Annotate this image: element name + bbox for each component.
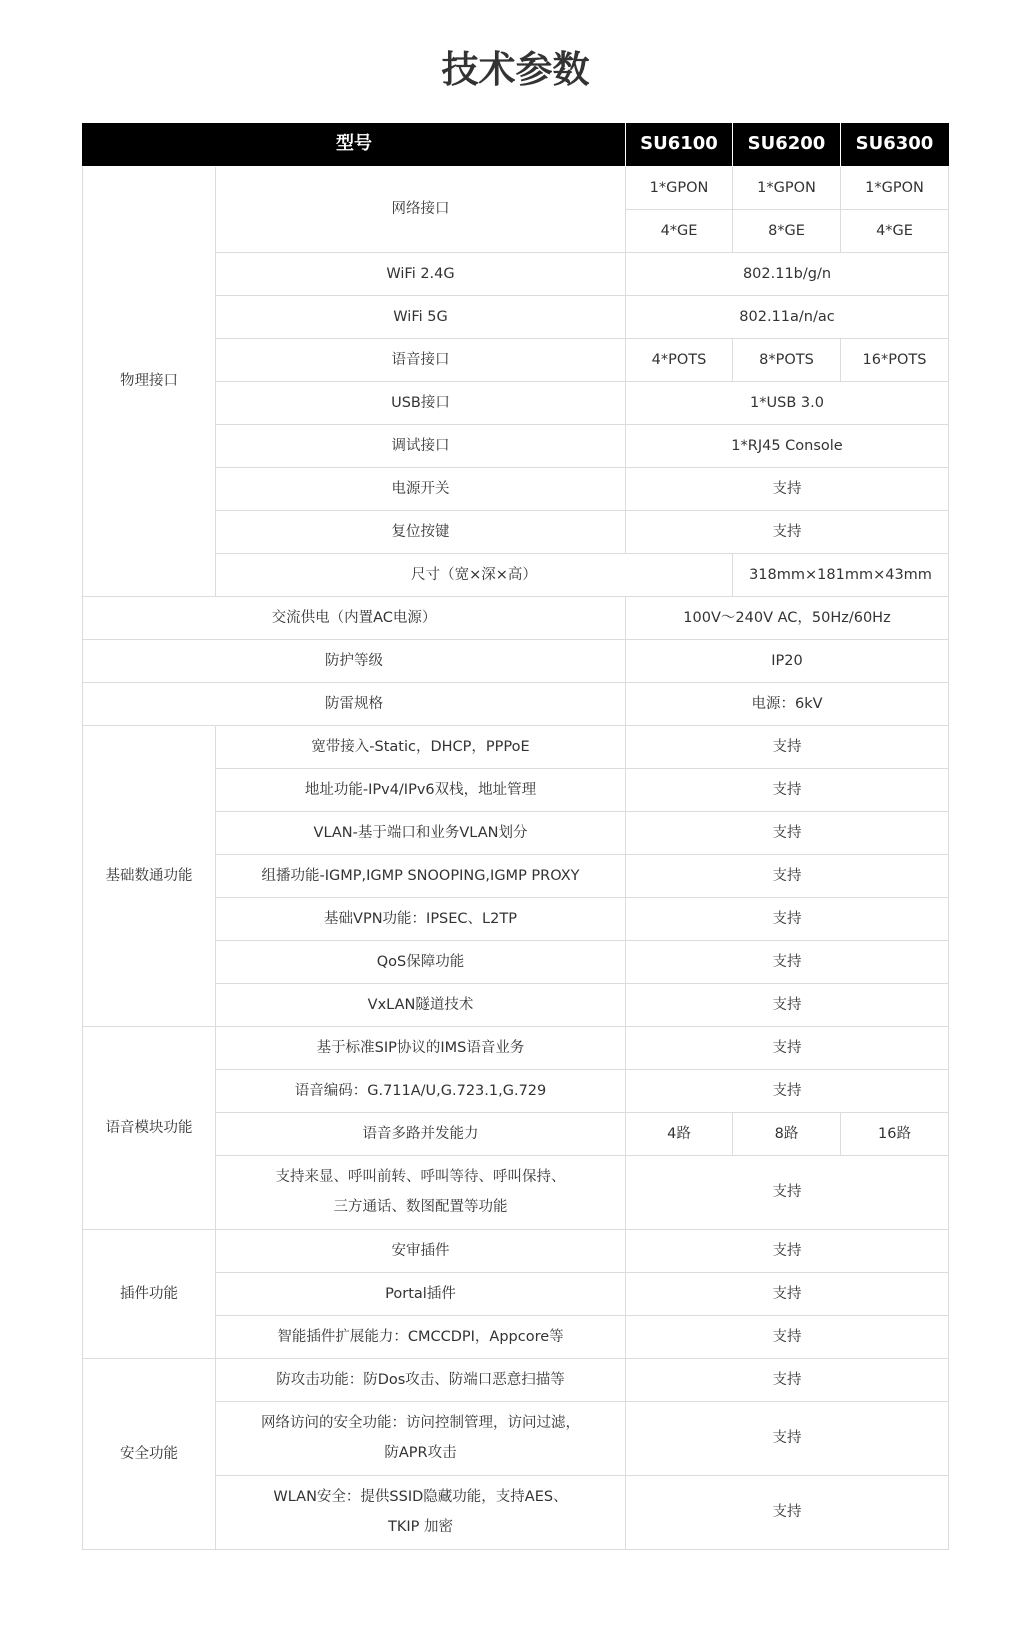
row-label: 语音编码：G.711A/U,G.723.1,G.729 [216,1069,626,1112]
group-physical: 物理接口 [83,166,216,596]
table-row [83,1229,949,1272]
table-row [83,639,949,682]
row-label: 语音接口 [216,338,626,381]
row-label: 安审插件 [216,1229,626,1272]
row-label: WiFi 2.4G [216,252,626,295]
row-label: 复位按键 [216,510,626,553]
cell-value: 8*GE [733,209,841,252]
model-su6200: SU6200 [733,123,841,166]
row-label: 防攻击功能：防Dos攻击、防端口恶意扫描等 [216,1358,626,1401]
cell-value: 4*POTS [626,338,733,381]
cell-value: 100V～240V AC，50Hz/60Hz [626,596,949,639]
cell-value: 802.11a/n/ac [626,295,949,338]
row-label: Portal插件 [216,1272,626,1315]
row-label: 防护等级 [83,639,626,682]
row-label: 宽带接入-Static，DHCP，PPPoE [216,725,626,768]
row-label-line: 防APR攻击 [384,1445,457,1461]
model-su6300: SU6300 [841,123,949,166]
model-header: 型号 [83,123,626,166]
row-label-line: 支持来显、呼叫前转、呼叫等待、呼叫保持、 [275,1169,566,1185]
row-label: QoS保障功能 [216,940,626,983]
cell-value: 802.11b/g/n [626,252,949,295]
cell-value: 支持 [626,1358,949,1401]
cell-value: 支持 [626,1069,949,1112]
cell-value: 支持 [626,1229,949,1272]
cell-value: 支持 [626,1315,949,1358]
table-row [83,1358,949,1401]
cell-value: 8*POTS [733,338,841,381]
row-label: 尺寸（宽×深×高） [216,553,733,596]
cell-value: 电源：6kV [626,682,949,725]
cell-value: 支持 [626,897,949,940]
cell-value: 支持 [626,1475,949,1549]
row-label: 基于标准SIP协议的IMS语音业务 [216,1026,626,1069]
row-label [216,1475,626,1549]
cell-value: 支持 [626,467,949,510]
row-label: 调试接口 [216,424,626,467]
group-voice: 语音模块功能 [83,1026,216,1229]
cell-value: 4*GE [626,209,733,252]
group-plugin: 插件功能 [83,1229,216,1358]
page-title: 技术参数 [441,48,590,91]
cell-value: 支持 [626,768,949,811]
table-row [83,1026,949,1069]
row-label: 地址功能-IPv4/IPv6双栈，地址管理 [216,768,626,811]
cell-value: 1*USB 3.0 [626,381,949,424]
cell-value: 1*RJ45 Console [626,424,949,467]
cell-value: 16路 [841,1112,949,1155]
table-row [83,725,949,768]
cell-value: 支持 [626,1272,949,1315]
cell-value: 支持 [626,1401,949,1475]
cell-value: 支持 [626,1026,949,1069]
row-label: 智能插件扩展能力：CMCCDPI，Appcore等 [216,1315,626,1358]
cell-value: 1*GPON [841,166,949,209]
cell-value: 支持 [626,983,949,1026]
cell-value: 16*POTS [841,338,949,381]
table-row [83,596,949,639]
row-label: 防雷规格 [83,682,626,725]
cell-value: 支持 [626,854,949,897]
cell-value: IP20 [626,639,949,682]
cell-value: 4*GE [841,209,949,252]
row-label: USB接口 [216,381,626,424]
cell-value: 支持 [626,940,949,983]
row-label: 电源开关 [216,467,626,510]
spec-table [82,123,949,1550]
table-row [83,166,949,209]
cell-value: 1*GPON [626,166,733,209]
row-label: 网络接口 [216,166,626,252]
row-label: 语音多路并发能力 [216,1112,626,1155]
model-su6100: SU6100 [626,123,733,166]
cell-value: 支持 [626,725,949,768]
row-label-line: 三方通话、数图配置等功能 [333,1199,508,1215]
row-label-line: WLAN安全：提供SSID隐藏功能，支持AES、 [273,1489,568,1505]
cell-value: 1*GPON [733,166,841,209]
row-label-line: 网络访问的安全功能：访问控制管理，访问过滤， [261,1415,580,1431]
cell-value: 支持 [626,1155,949,1229]
row-label: 组播功能-IGMP,IGMP SNOOPING,IGMP PROXY [216,854,626,897]
cell-value: 支持 [626,510,949,553]
row-label: VLAN-基于端口和业务VLAN划分 [216,811,626,854]
group-security: 安全功能 [83,1358,216,1549]
row-label [216,1155,626,1229]
table-row [83,682,949,725]
cell-value: 8路 [733,1112,841,1155]
row-label: VxLAN隧道技术 [216,983,626,1026]
group-basic: 基础数通功能 [83,725,216,1026]
row-label: 基础VPN功能：IPSEC、L2TP [216,897,626,940]
row-label [216,1401,626,1475]
cell-value: 支持 [626,811,949,854]
cell-value: 318mm×181mm×43mm [733,553,949,596]
row-label: WiFi 5G [216,295,626,338]
header-row [83,123,949,166]
row-label: 交流供电（内置AC电源） [83,596,626,639]
cell-value: 4路 [626,1112,733,1155]
row-label-line: TKIP 加密 [388,1519,453,1535]
